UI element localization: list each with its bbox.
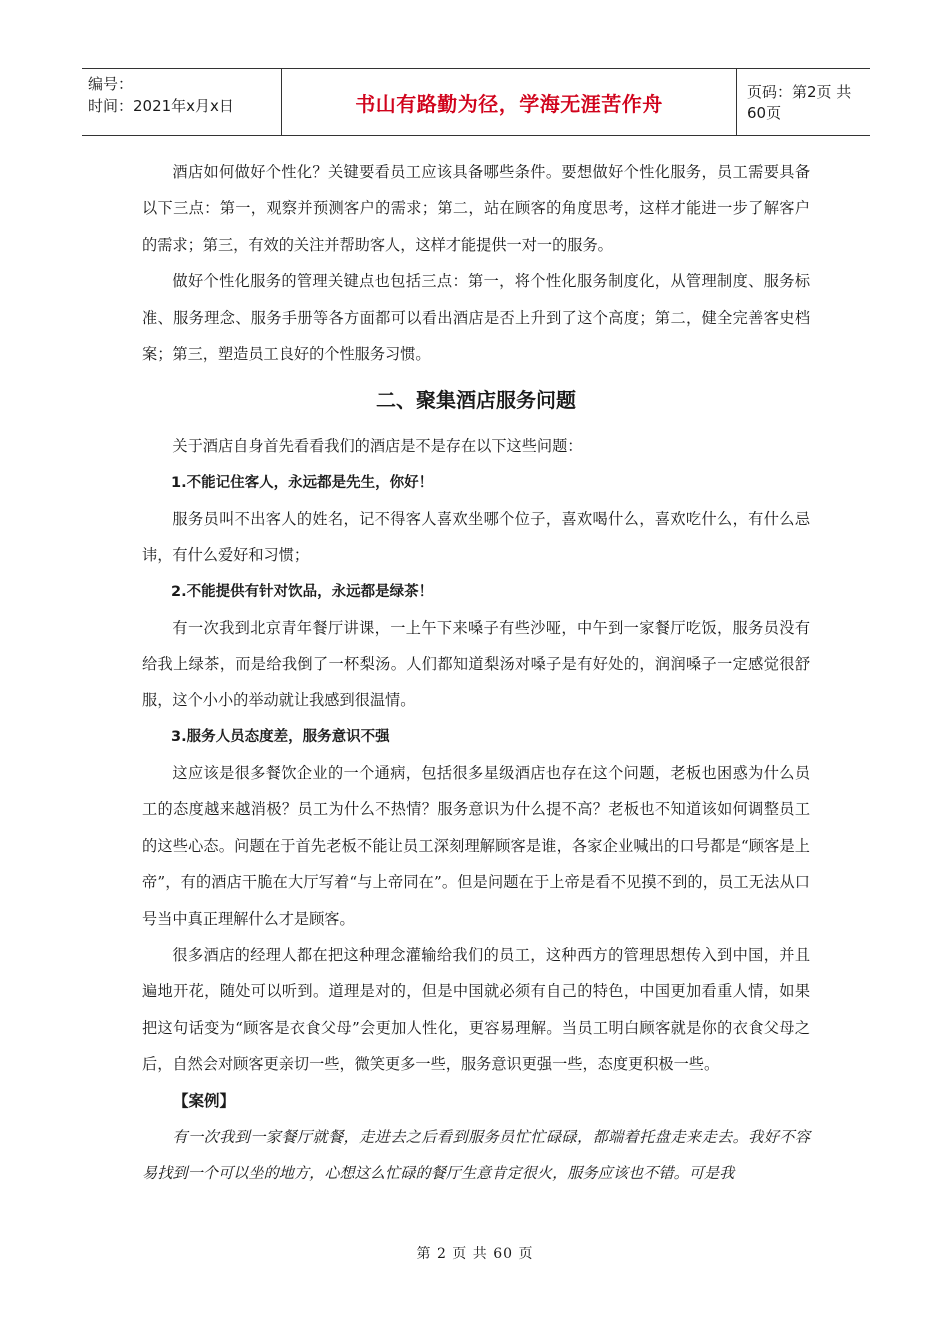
document-number-label: 编号： <box>88 75 134 93</box>
document-body <box>142 154 810 1191</box>
paragraph: 有一次我到北京青年餐厅讲课，一上午下来嗓子有些沙哑，中午到一家餐厅吃饭，服务员没有给我上绿茶，而是给我倒了一杯梨汤。人们都知道梨汤对嗓子是有好处的，润润嗓子一定感觉很舒服，这个小小的举动就让我感到很温情。 <box>142 618 810 710</box>
header-page-number: 页码：第2页 共60页 <box>747 83 852 122</box>
paragraph: 关于酒店自身首先看看我们的酒店是不是存在以下这些问题： <box>172 437 583 456</box>
paragraph: 做好个性化服务的管理关键点也包括三点：第一，将个性化服务制度化，从管理制度、服务标准、服务理念、服务手册等各方面都可以看出酒店是否上升到了这个高度；第二，健全完善客史档案；第三，塑造员工良好的个性服务习惯。 <box>142 272 810 364</box>
subheading: 1.不能记住客人，永远都是先生，你好！ <box>171 474 434 491</box>
paragraph: 酒店如何做好个性化？关键要看员工应该具备哪些条件。要想做好个性化服务，员工需要具备以下三点：第一，观察并预测客户的需求；第二，站在顾客的角度思考，这样才能进一步了解客户的需求；第三，有效的关注并帮助客人，这样才能提供一对一的服务。 <box>142 163 810 254</box>
subheading: 2.不能提供有针对饮品，永远都是绿茶！ <box>171 583 434 600</box>
header-motto: 书山有路勤为径，学海无涯苦作舟 <box>281 69 737 135</box>
paragraph: 这应该是很多餐饮企业的一个通病，包括很多星级酒店也存在这个问题，老板也困惑为什么员工的态度越来越消极？员工为什么不热情？服务意识为什么提不高？老板也不知道该如何调整员工的这些心态。问题在于首先老板不能让员工深刻理解顾客是谁，各家企业喊出的口号都是“顾客是上帝”，有的酒店干脆在大厅写着“与上帝同在”。但是问题在于上帝是看不见摸不到的，员工无法从口号当中真正理解什么才是顾客。 <box>142 763 810 928</box>
case-paragraph: 有一次我到一家餐厅就餐，走进去之后看到服务员忙忙碌碌，都端着托盘走来走去。我好不容易找到一个可以坐的地方，心想这么忙碌的餐厅生意肯定很火，服务应该也不错。可是我 <box>142 1127 810 1182</box>
page-footer: 第 2 页 共 60 页 <box>416 1246 534 1262</box>
page-header <box>82 68 870 136</box>
document-date-label: 时间：2021年x月x日 <box>88 97 234 115</box>
header-meta <box>82 69 282 135</box>
subheading: 3.服务人员态度差，服务意识不强 <box>171 728 390 745</box>
paragraph: 服务员叫不出客人的姓名，记不得客人喜欢坐哪个位子，喜欢喝什么，喜欢吃什么，有什么忌讳，有什么爱好和习惯； <box>142 509 810 565</box>
section-heading: 二、聚集酒店服务问题 <box>376 388 576 413</box>
paragraph: 很多酒店的经理人都在把这种理念灌输给我们的员工，这种西方的管理思想传入到中国，并且遍地开花，随处可以听到。道理是对的，但是中国就必须有自己的特色，中国更加看重人情，如果把这句话变为“顾客是衣食父母”会更加人性化，更容易理解。当员工明白顾客就是你的衣食父母之后，自然会对顾客更亲切一些，微笑更多一些，服务意识更强一些，态度更积极一些。 <box>142 945 810 1074</box>
case-label: 【案例】 <box>173 1091 236 1110</box>
